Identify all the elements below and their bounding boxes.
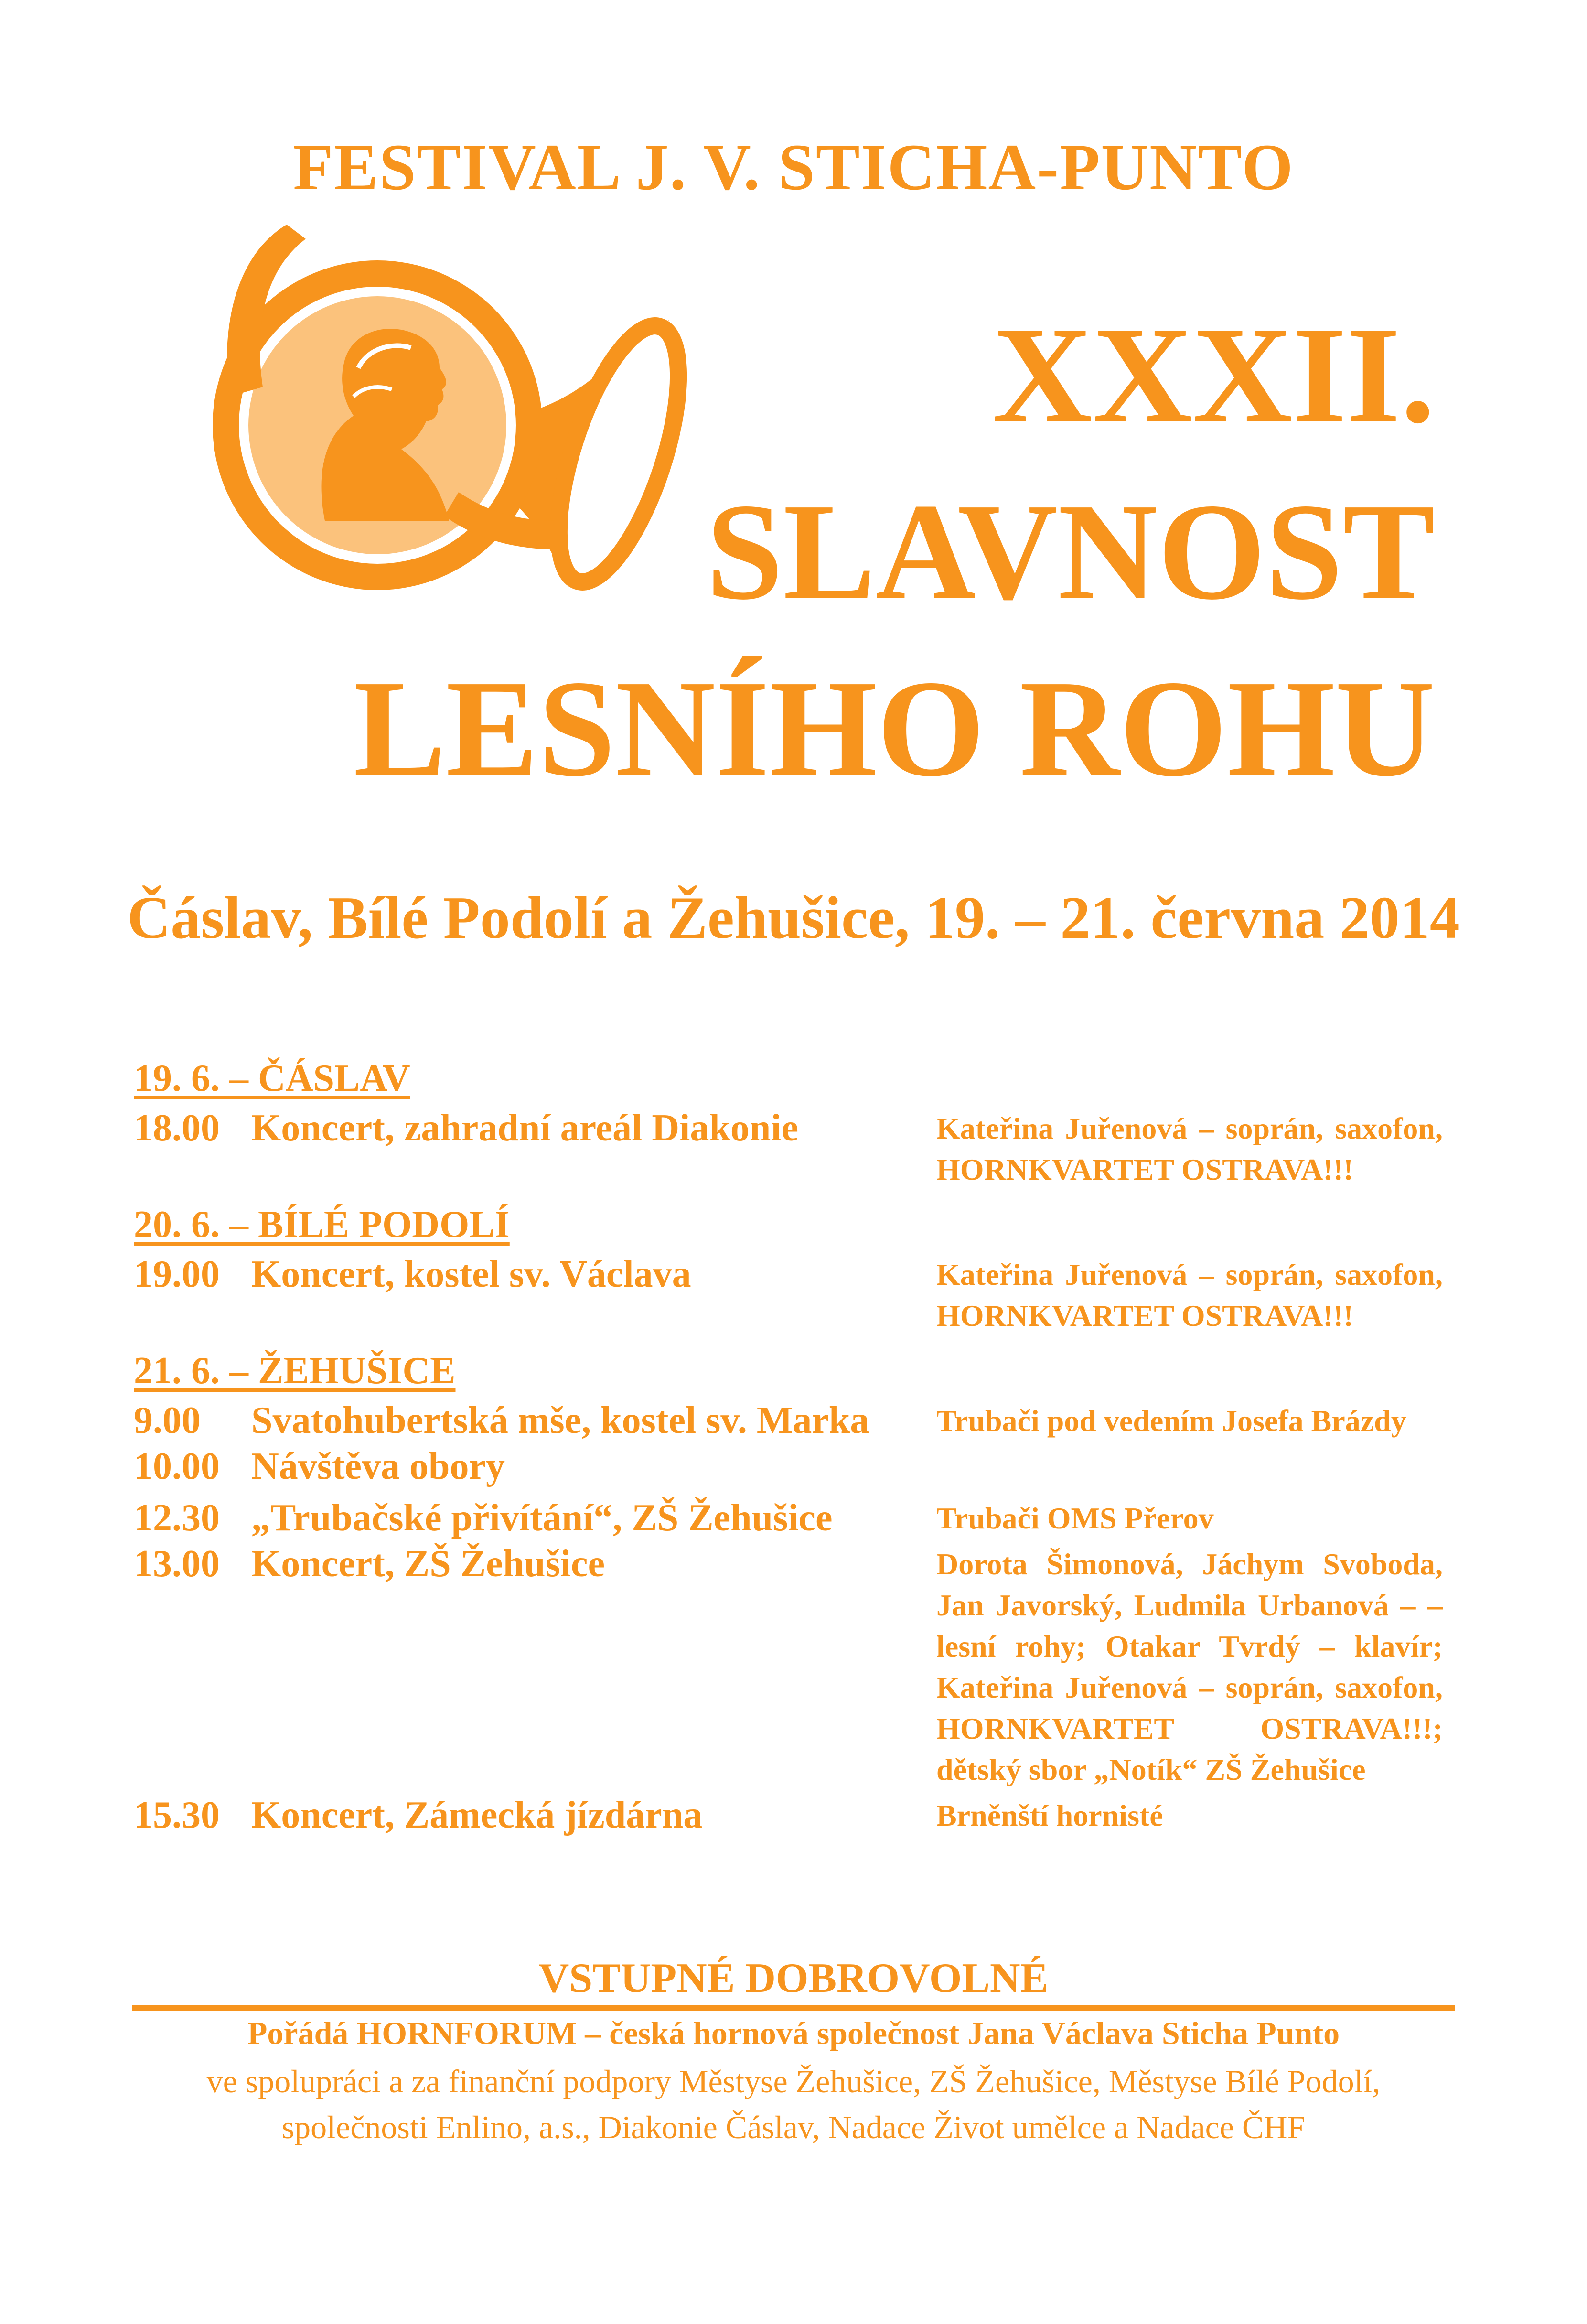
event-time: 13.00 [134, 1543, 220, 1585]
title-line-slavnost: SLAVNOST [706, 475, 1435, 628]
french-horn-portrait-icon [153, 225, 707, 592]
cooperation-line: ve spolupráci a za finanční podpory Městyse Žehušice, ZŠ Žehušice, Městyse Bílé Podolí, [206, 2063, 1381, 2099]
program-row [134, 1493, 1452, 1539]
program-row [134, 1539, 1452, 1790]
footer-divider [132, 2005, 1455, 2011]
title-line-edition: XXXII. [992, 298, 1435, 452]
day-block [134, 1200, 1452, 1336]
event-time: 18.00 [134, 1107, 220, 1149]
title-line-lesniho-rohu: LESNÍHO ROHU [353, 652, 1435, 805]
event-time: 12.30 [134, 1497, 220, 1539]
program-row [134, 1396, 1452, 1442]
event-performers: Trubači pod vedením Josefa Brázdy [936, 1404, 1406, 1438]
event-name: Koncert, kostel sv. Václava [251, 1253, 691, 1295]
event-name: Návštěva obory [251, 1445, 505, 1487]
event-performers: Kateřina Juřenová – soprán, saxofon, HORNKVARTET OSTRAVA!!! [936, 1258, 1443, 1333]
program-schedule [134, 1054, 1452, 1836]
program-row [134, 1103, 1452, 1190]
event-name: Svatohubertská mše, kostel sv. Marka [251, 1399, 869, 1442]
event-location-dates: Čáslav, Bílé Podolí a Žehušice, 19. – 21. června 2014 [127, 885, 1460, 951]
event-name: Koncert, Zámecká jízdárna [251, 1794, 703, 1836]
event-time: 9.00 [134, 1399, 201, 1442]
organizer-line: Pořádá HORNFORUM – česká hornová společnost Jana Václava Sticha Punto [247, 2015, 1340, 2051]
day-heading: 20. 6. – BÍLÉ PODOLÍ [134, 1204, 510, 1246]
event-name: „Trubačské přivítání“, ZŠ Žehušice [251, 1497, 833, 1539]
cooperation-text [0, 2058, 1587, 2150]
day-block [134, 1346, 1452, 1836]
event-performers: Brněnští hornisté [936, 1798, 1163, 1832]
event-name: Koncert, ZŠ Žehušice [251, 1543, 605, 1585]
event-name: Koncert, zahradní areál Diakonie [251, 1107, 799, 1149]
event-time: 10.00 [134, 1445, 220, 1487]
event-performers: Trubači OMS Přerov [936, 1501, 1214, 1535]
event-time: 19.00 [134, 1253, 220, 1295]
program-row [134, 1249, 1452, 1336]
cooperation-line: společnosti Enlino, a.s., Diakonie Čáslav, Nadace Život umělce a Nadace ČHF [281, 2109, 1306, 2145]
day-block [134, 1054, 1452, 1190]
event-performers [936, 1442, 1443, 1446]
day-heading: 21. 6. – ŽEHUŠICE [134, 1350, 456, 1392]
event-performers: Dorota Šimonová, Jáchym Svoboda, Jan Javorský, Ludmila Urbanová – – lesní rohy; Otakar Tvrdý – klavír; Kateřina Juřenová – soprán, saxofon, HORNKVARTET OSTRAVA!!!; dětský sbor „Notík“ ZŠ Žehušice [936, 1547, 1443, 1786]
event-time: 15.30 [134, 1794, 220, 1836]
event-performers: Kateřina Juřenová – soprán, saxofon, HORNKVARTET OSTRAVA!!! [936, 1111, 1443, 1186]
program-row [134, 1442, 1452, 1493]
entrance-note: VSTUPNÉ DOBROVOLNÉ [538, 1955, 1049, 2001]
day-heading: 19. 6. – ČÁSLAV [134, 1057, 410, 1099]
program-row [134, 1790, 1452, 1836]
festival-name: FESTIVAL J. V. STICHA-PUNTO [293, 130, 1294, 204]
